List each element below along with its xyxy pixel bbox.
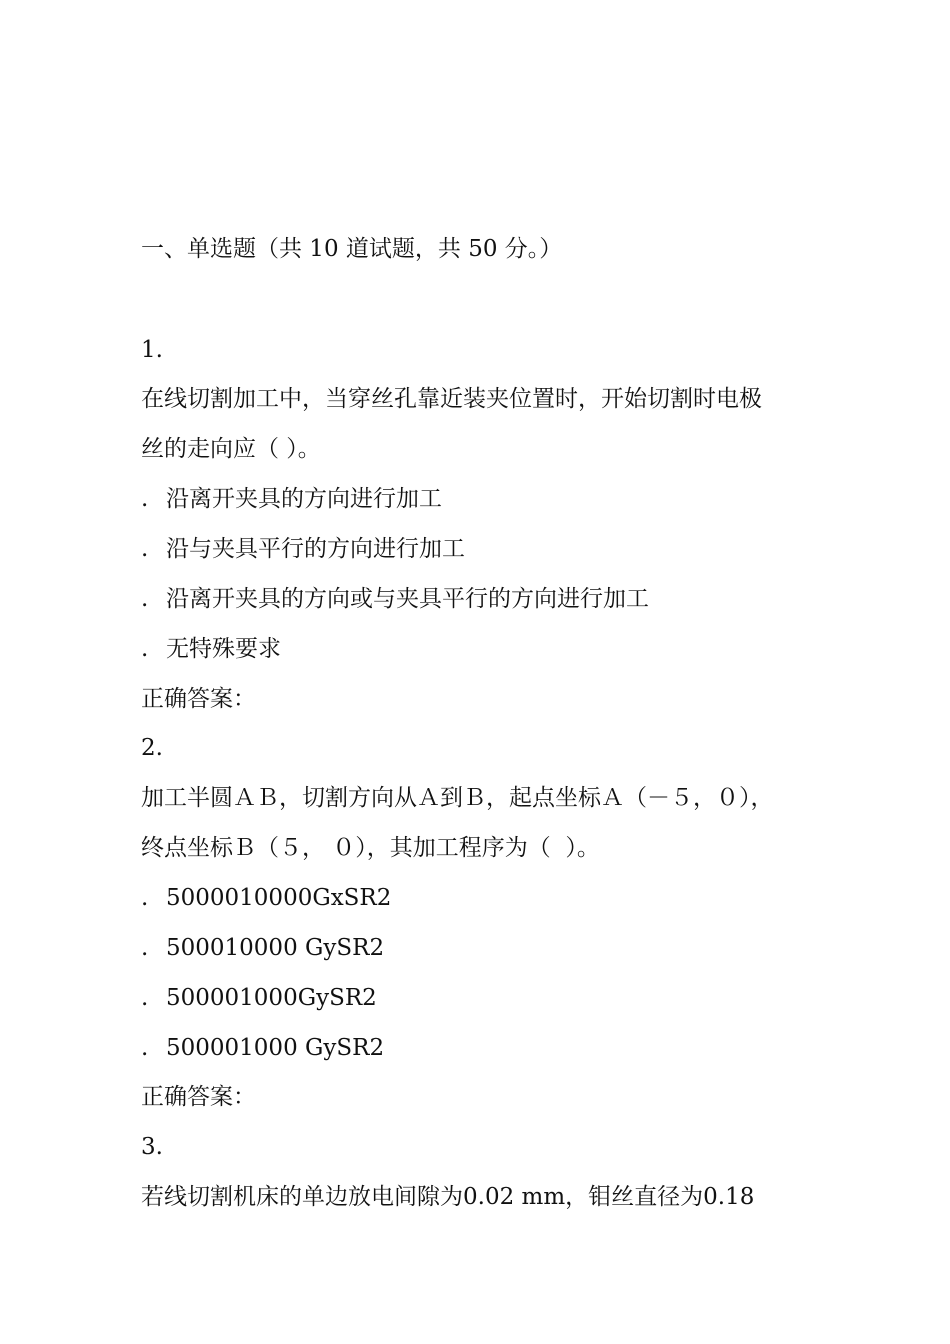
- question-1-option-b: [141, 534, 465, 564]
- question-2-number: 2.: [141, 735, 163, 761]
- question-2-stem-line-2: 终点坐标Ｂ（５， ０），其加工程序为（ ）。: [141, 835, 600, 861]
- question-1-stem-line-1: 在线切割加工中，当穿丝孔靠近装夹位置时，开始切割时电极: [141, 386, 762, 412]
- option-marker: .: [141, 586, 149, 612]
- question-3-number: 3.: [141, 1134, 163, 1160]
- option-text: 500001000 GySR2: [166, 1035, 385, 1061]
- question-1-answer-label: 正确答案：: [141, 686, 256, 712]
- option-marker: .: [141, 486, 149, 512]
- option-text: 沿离开夹具的方向或与夹具平行的方向进行加工: [166, 586, 649, 612]
- option-text: 无特殊要求: [166, 636, 281, 662]
- option-text: 5000010000GxSR2: [166, 885, 392, 911]
- question-1-option-c: [141, 584, 649, 614]
- option-text: 500001000GySR2: [166, 985, 377, 1011]
- question-2-option-b: [141, 933, 384, 963]
- question-2-answer-label: 正确答案：: [141, 1084, 256, 1110]
- option-text: 500010000 GySR2: [166, 935, 385, 961]
- question-2-stem-line-1: 加工半圆ＡＢ，切割方向从Ａ到Ｂ，起点坐标Ａ（－５，０），: [141, 785, 774, 811]
- question-1-stem-line-2: 丝的走向应（ ）。: [141, 436, 321, 462]
- option-marker: .: [141, 1035, 149, 1061]
- option-marker: .: [141, 636, 149, 662]
- question-2-option-d: [141, 1033, 384, 1063]
- question-2-option-a: [141, 883, 391, 913]
- option-marker: .: [141, 985, 149, 1011]
- question-3-stem-line-1: 若线切割机床的单边放电间隙为0.02 mm，钼丝直径为0.18: [141, 1184, 755, 1210]
- question-1-option-a: [141, 484, 442, 514]
- option-marker: .: [141, 885, 149, 911]
- question-1-number: 1.: [141, 337, 163, 363]
- option-marker: .: [141, 935, 149, 961]
- section-heading: 一、单选题（共 10 道试题，共 50 分。）: [141, 236, 563, 262]
- question-1-option-d: [141, 634, 281, 664]
- option-text: 沿与夹具平行的方向进行加工: [166, 536, 465, 562]
- question-2-option-c: [141, 983, 377, 1013]
- option-text: 沿离开夹具的方向进行加工: [166, 486, 442, 512]
- option-marker: .: [141, 536, 149, 562]
